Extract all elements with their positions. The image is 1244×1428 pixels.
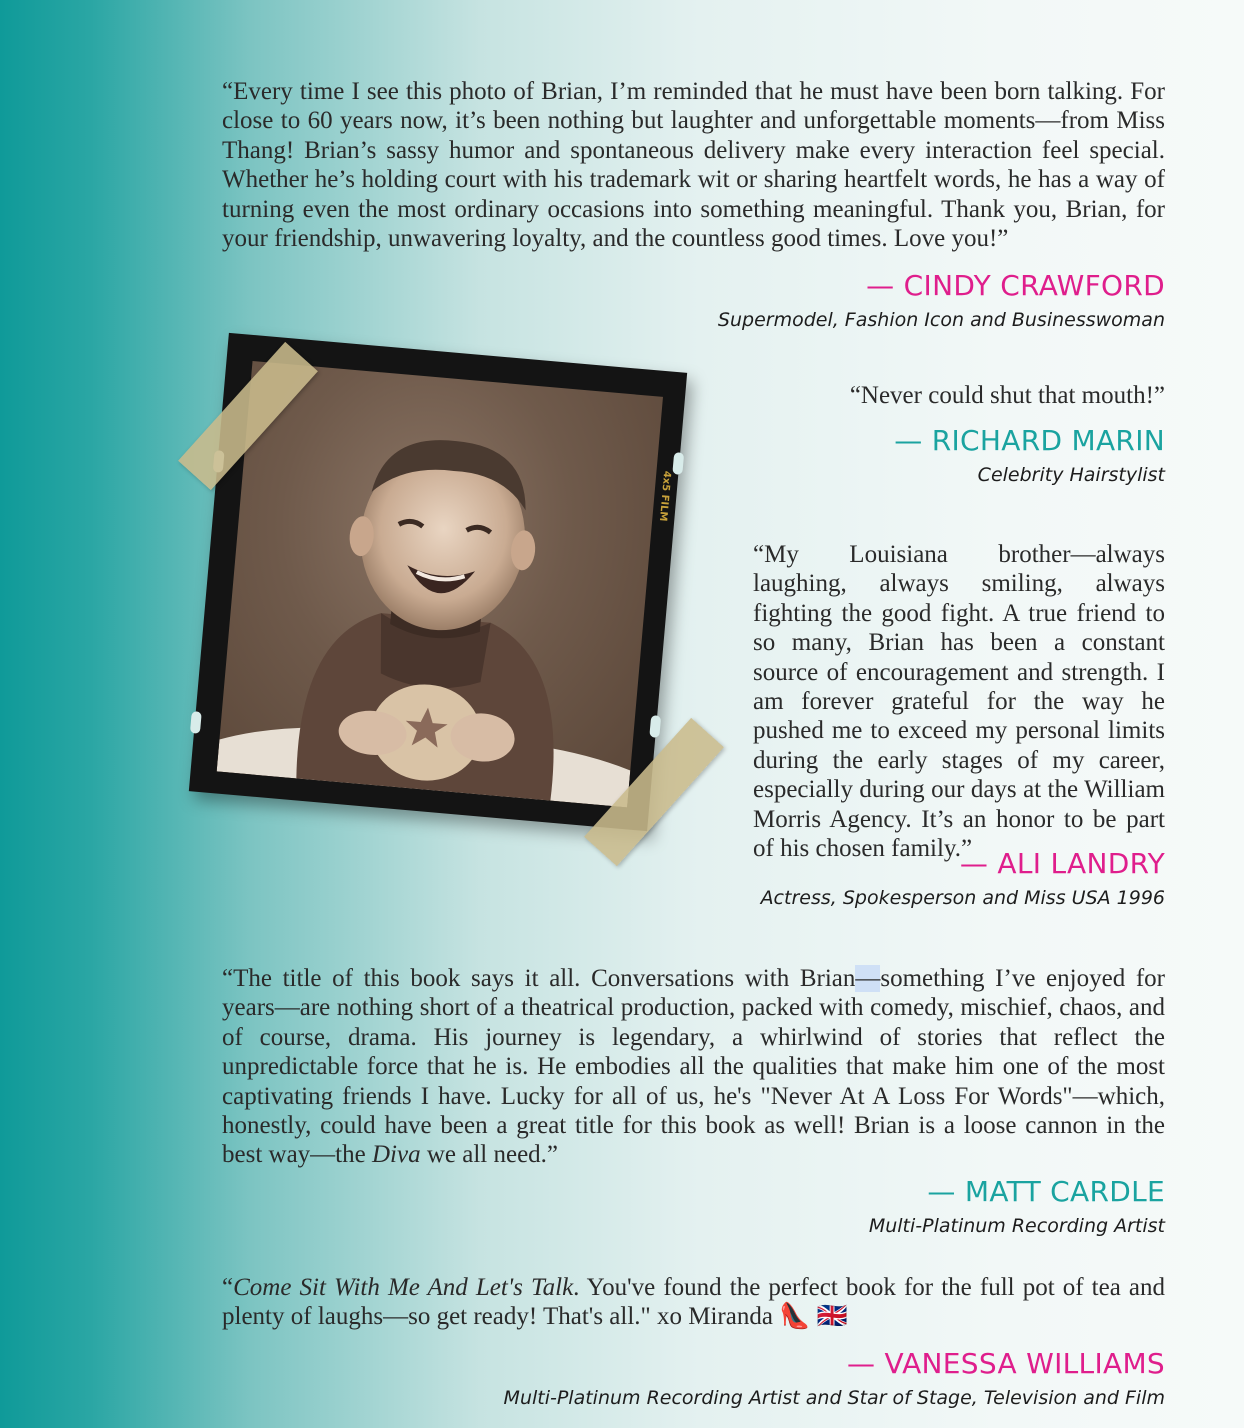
attribution-richard-marin: — RICHARD MARIN	[894, 424, 1165, 457]
baby-illustration	[217, 361, 663, 807]
role-matt-cardle: Multi-Platinum Recording Artist	[868, 1215, 1165, 1237]
heel-and-flag-emoji: 👠 🇬🇧	[779, 1303, 848, 1331]
attribution-matt-cardle: — MATT CARDLE	[927, 1175, 1165, 1208]
role-cindy-crawford: Supermodel, Fashion Icon and Businesswoman	[717, 309, 1165, 331]
quote-text-richard: “Never could shut that mouth!”	[849, 382, 1165, 409]
attribution-vanessa-williams: — VANESSA WILLIAMS	[846, 1347, 1165, 1380]
role-richard-marin: Celebrity Hairstylist	[977, 464, 1165, 486]
role-vanessa-williams: Multi-Platinum Recording Artist and Star of Stage, Television and Film	[503, 1387, 1165, 1409]
quote-text-cindy: “Every time I see this photo of Brian, I’m reminded that he must have been born talking. For close to 60 years now, it’s been nothing but laughter and unforgettable moments—from Miss Thang! Brian’s sassy humor and spontaneous delivery make every interaction feel special. Whether he’s holding court with his trademark wit or sharing heartfelt words, he has a way of turning even the most ordinary occasions into something meaningful. Thank you, Brian, for your friendship, unwavering loyalty, and the countless good times. Love you!”	[222, 78, 1165, 253]
attribution-ali-landry: — ALI LANDRY	[959, 847, 1165, 880]
quote-text-vanessa: “Come Sit With Me And Let's Talk. You've found the perfect book for the full pot of tea and plenty of laughs—so get ready! That's all." xo Miranda 👠 🇬🇧	[222, 1274, 1165, 1331]
quote-text-ali: “My Louisiana brother—always laughing, always smiling, always fighting the good fight. A true friend to so many, Brian has been a constant source of encouragement and strength. I am forever grateful for the way he pushed me to exceed my personal limits during the early stages of my career, especially during our days at the William Morris Agency. It’s an honor to be part of his chosen family.”	[753, 541, 1165, 863]
attribution-cindy-crawford: — CINDY CRAWFORD	[866, 269, 1165, 302]
role-ali-landry: Actress, Spokesperson and Miss USA 1996	[760, 887, 1165, 909]
film-label: 4x5 FILM	[657, 470, 673, 522]
quote-text-matt: “The title of this book says it all. Conversations with Brian—something I’ve enjoyed for years—are nothing short of a theatrical production, packed with comedy, mischief, chaos, and of course, drama. His journey is legendary, a whirlwind of stories that reflect the unpredictable force that he is. He embodies all the qualities that make him one of the most captivating friends I have. Lucky for all of us, he's "Never At A Loss For Words"—which, honestly, could have been a great title for this book as well! Brian is a loose cannon in the best way—the Diva we all need.”	[222, 965, 1165, 1169]
baby-photo	[217, 361, 663, 807]
